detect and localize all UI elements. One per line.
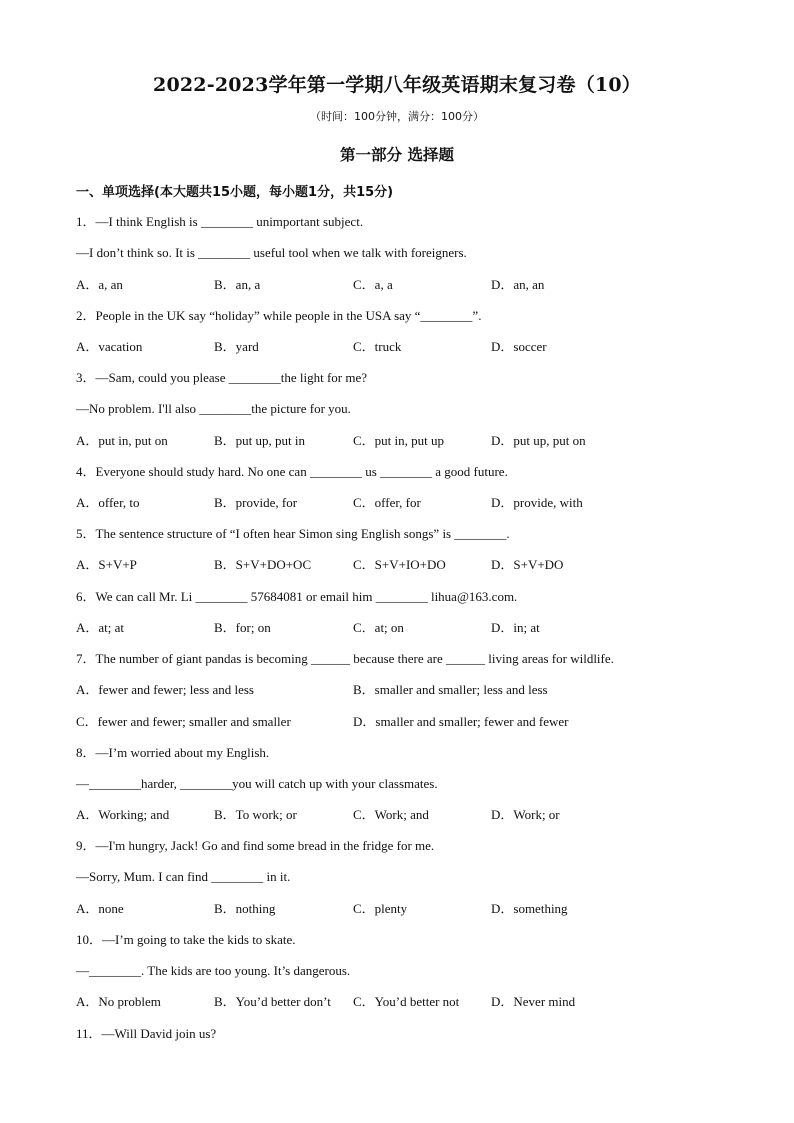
- question-line: 1．—I think English is ________ unimportant subject.: [76, 214, 364, 229]
- question-line: —No problem. I'll also ________the picture for you.: [76, 401, 351, 416]
- option: A．Working; and: [76, 807, 170, 822]
- part-title: 第一部分 选择题: [340, 146, 454, 164]
- option: B．You’d better don’t: [214, 994, 331, 1009]
- option: A．offer, to: [76, 495, 140, 510]
- option: D．in; at: [491, 620, 540, 635]
- question-line: 2．People in the UK say “holiday” while people in the USA say “________”.: [76, 308, 482, 323]
- option: C．truck: [353, 339, 402, 354]
- option: B．for; on: [214, 620, 271, 635]
- option: C．You’d better not: [353, 994, 460, 1009]
- question-line: 3．—Sam, could you please ________the light for me?: [76, 370, 368, 385]
- question-line: 10．—I’m going to take the kids to skate.: [76, 932, 296, 947]
- option: D．an, an: [491, 277, 545, 292]
- option: A．fewer and fewer; less and less: [76, 682, 254, 697]
- option: B．nothing: [214, 901, 276, 916]
- option: C．offer, for: [353, 495, 421, 510]
- question-line: 4．Everyone should study hard. No one can ________ us ________ a good future.: [76, 464, 508, 479]
- question-line: —Sorry, Mum. I can find ________ in it.: [76, 869, 291, 884]
- option: D．S+V+DO: [491, 557, 564, 572]
- option: D．put up, put on: [491, 433, 586, 448]
- option: C．at; on: [353, 620, 404, 635]
- option: C．S+V+IO+DO: [353, 557, 446, 572]
- exam-title: 2022-2023学年第一学期八年级英语期末复习卷（10）: [153, 74, 641, 96]
- option: A．vacation: [76, 339, 143, 354]
- question-line: —________harder, ________you will catch up with your classmates.: [76, 776, 438, 791]
- option: B．provide, for: [214, 495, 298, 510]
- option: C．put in, put up: [353, 433, 445, 448]
- option: C．Work; and: [353, 807, 429, 822]
- option: B．an, a: [214, 277, 261, 292]
- question-line: 5．The sentence structure of “I often hear Simon sing English songs” is ________.: [76, 526, 510, 541]
- question-line: —I don’t think so. It is ________ useful tool when we talk with foreigners.: [76, 245, 467, 260]
- option: D．Work; or: [491, 807, 560, 822]
- option: C．fewer and fewer; smaller and smaller: [76, 714, 291, 729]
- option: D．smaller and smaller; fewer and fewer: [353, 714, 569, 729]
- option: A．none: [76, 901, 124, 916]
- question-line: —________. The kids are too young. It’s dangerous.: [76, 963, 351, 978]
- option: C．a, a: [353, 277, 393, 292]
- option: D．something: [491, 901, 568, 916]
- option: A．at; at: [76, 620, 125, 635]
- question-line: 7．The number of giant pandas is becoming ______ because there are ______ living areas for wildlife.: [76, 651, 614, 666]
- question-line: 8．—I’m worried about my English.: [76, 745, 270, 760]
- option: B．yard: [214, 339, 259, 354]
- question-line: 9．—I'm hungry, Jack! Go and find some bread in the fridge for me.: [76, 838, 435, 853]
- option: A．put in, put on: [76, 433, 168, 448]
- question-line: 6．We can call Mr. Li ________ 57684081 or email him ________ lihua@163.com.: [76, 589, 518, 604]
- option: D．provide, with: [491, 495, 583, 510]
- option: D．Never mind: [491, 994, 576, 1009]
- option: B．smaller and smaller; less and less: [353, 682, 548, 697]
- option: A．S+V+P: [76, 557, 137, 572]
- option: B．S+V+DO+OC: [214, 557, 312, 572]
- section-title: 一、单项选择(本大题共15小题，每小题1分，共15分): [76, 185, 394, 200]
- question-line: 11．—Will David join us?: [76, 1026, 217, 1041]
- option: D．soccer: [491, 339, 547, 354]
- exam-time-score: （时间：100分钟，满分：100分）: [310, 110, 484, 123]
- option: A．No problem: [76, 994, 161, 1009]
- option: A．a, an: [76, 277, 123, 292]
- option: B．To work; or: [214, 807, 297, 822]
- option: B．put up, put in: [214, 433, 306, 448]
- option: C．plenty: [353, 901, 408, 916]
